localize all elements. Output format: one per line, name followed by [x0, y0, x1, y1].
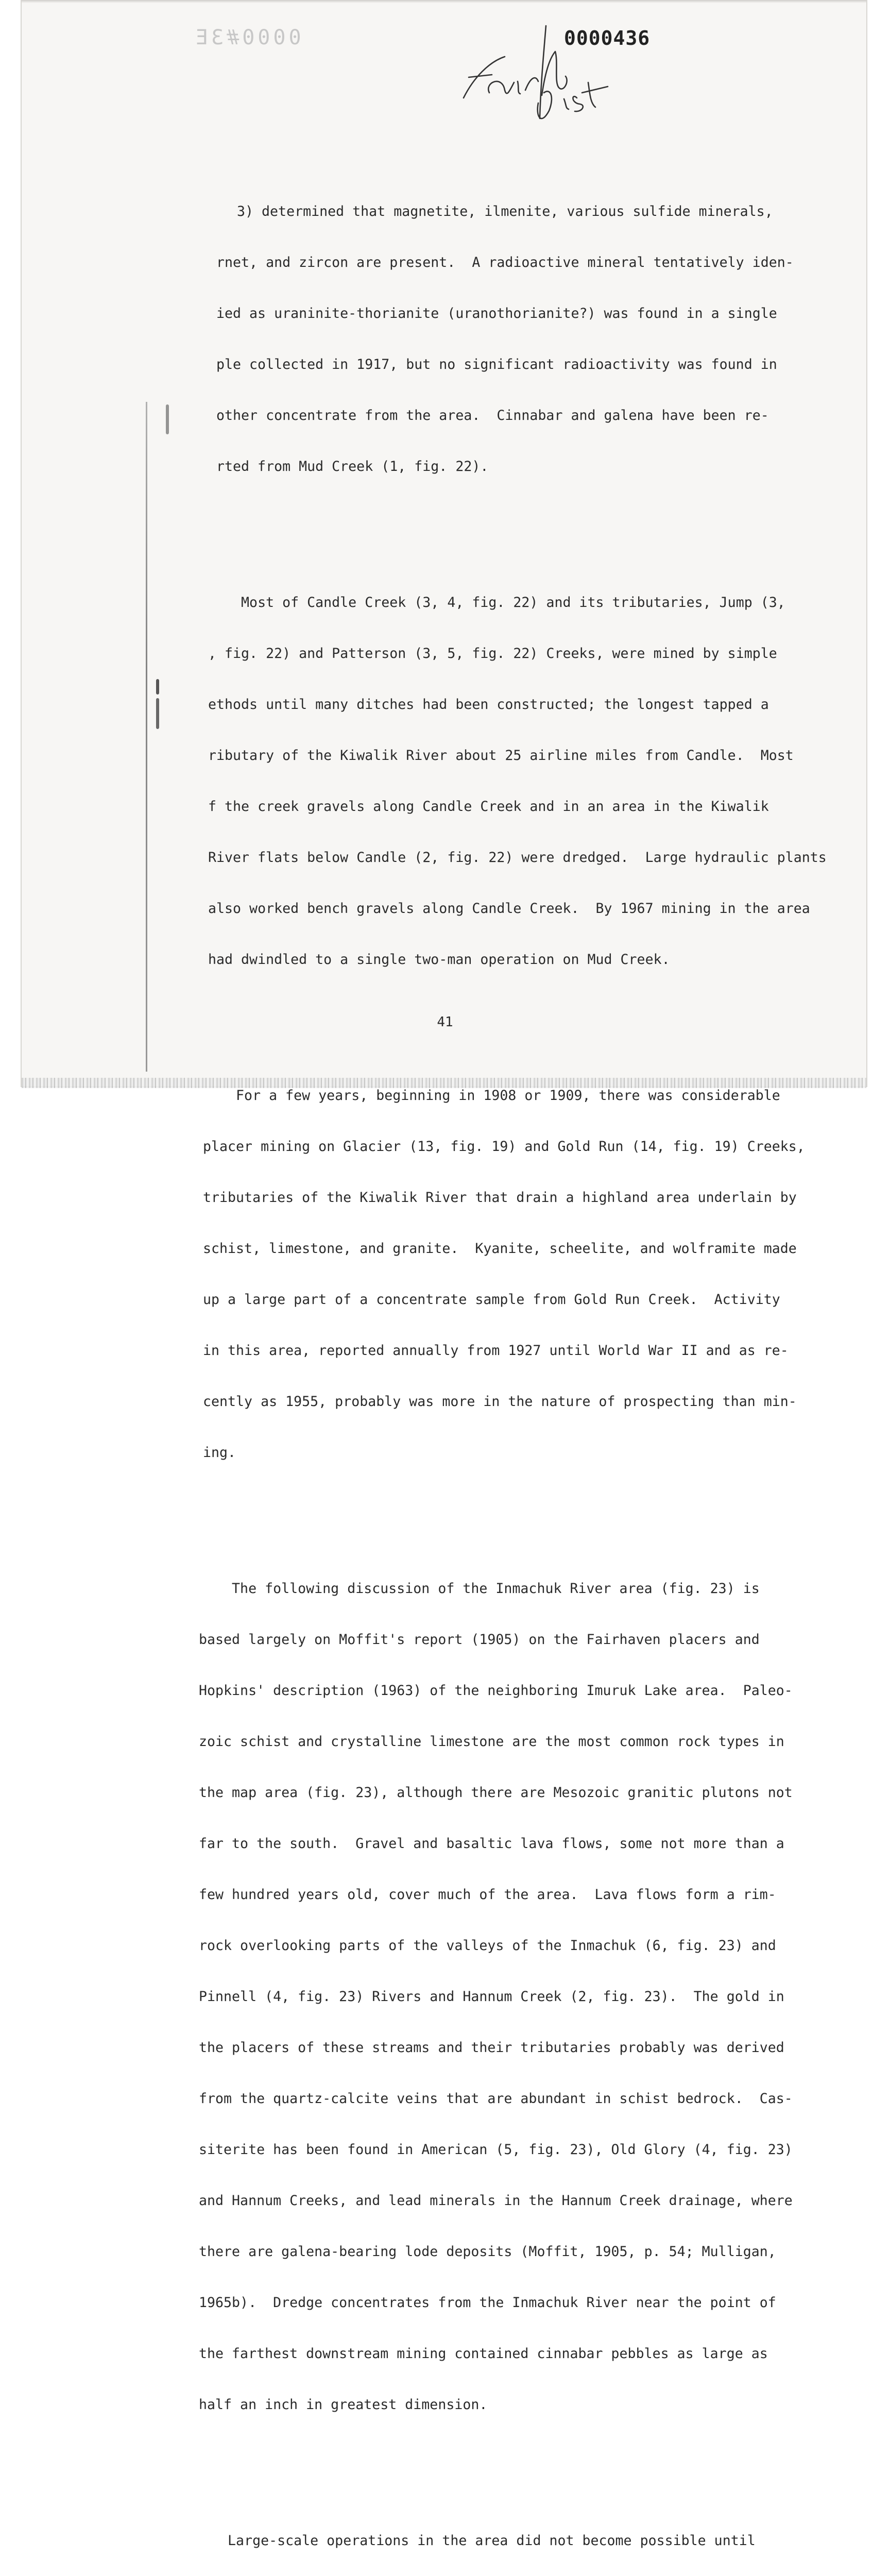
paragraph — [216, 169, 850, 509]
text-line: cently as 1955, probably was more in the nature of prospecting than min- — [203, 1394, 797, 1410]
document-number: 0000436 — [564, 27, 651, 49]
paragraph — [199, 1546, 850, 2447]
text-line: other concentrate from the area. Cinnabar and galena have been re- — [216, 408, 769, 423]
text-line: half an inch in greatest dimension. — [199, 2397, 488, 2413]
text-line: zoic schist and crystalline limestone are the most common rock types in — [199, 1734, 784, 1750]
text-line: 1965b). Dredge concentrates from the Inmachuk River near the point of — [199, 2295, 776, 2311]
text-line: ing. — [203, 1445, 236, 1461]
text-line: the map area (fig. 23), although there are Mesozoic granitic plutons not — [199, 1785, 793, 1801]
paragraph — [208, 560, 850, 1002]
text-line: siterite has been found in American (5, fig. 23), Old Glory (4, fig. 23) — [199, 2142, 793, 2158]
text-line: rted from Mud Creek (1, fig. 22). — [216, 459, 489, 474]
text-line: Large-scale operations in the area did not become possible until — [195, 2533, 756, 2549]
handwritten-annotation — [453, 21, 639, 124]
text-line: from the quartz-calcite veins that are abundant in schist bedrock. Cas- — [199, 2091, 793, 2107]
text-line: f the creek gravels along Candle Creek and in an area in the Kiwalik — [208, 799, 769, 815]
ghost-stamp: 0000#3E — [193, 26, 301, 49]
text-line: 3) determined that magnetite, ilmenite, various sulfide minerals, — [237, 204, 773, 219]
text-line: there are galena-bearing lode deposits (Moffit, 1905, p. 54; Mulligan, — [199, 2244, 776, 2260]
text-line: also worked bench gravels along Candle Creek. By 1967 mining in the area — [208, 901, 810, 917]
text-line: the placers of these streams and their tributaries probably was derived — [199, 2040, 784, 2056]
text-line: based largely on Moffit's report (1905) on the Fairhaven placers and — [199, 1632, 760, 1648]
text-line: For a few years, beginning in 1908 or 1909, there was considerable — [203, 1088, 780, 1104]
paragraph — [195, 2498, 850, 2576]
text-line: ied as uraninite-thorianite (uranothorianite?) was found in a single — [216, 306, 777, 321]
margin-mark — [166, 404, 169, 434]
document-body — [195, 135, 850, 2576]
text-line: placer mining on Glacier (13, fig. 19) and Gold Run (14, fig. 19) Creeks, — [203, 1139, 805, 1155]
text-line: schist, limestone, and granite. Kyanite, scheelite, and wolframite made — [203, 1241, 797, 1257]
margin-bar — [146, 402, 147, 1072]
text-line: Pinnell (4, fig. 23) Rivers and Hannum Creek (2, fig. 23). The gold in — [199, 1989, 784, 2005]
text-line: tributaries of the Kiwalik River that drain a highland area underlain by — [203, 1190, 797, 1206]
text-line: the farthest downstream mining contained cinnabar pebbles as large as — [199, 2346, 768, 2362]
text-line: had dwindled to a single two-man operation on Mud Creek. — [208, 952, 670, 968]
text-line: River flats below Candle (2, fig. 22) were dredged. Large hydraulic plants — [208, 850, 827, 866]
page-number: 41 — [437, 1014, 453, 1030]
text-line: ple collected in 1917, but no significant radioactivity was found in — [216, 357, 777, 372]
text-line: rnet, and zircon are present. A radioactive mineral tentatively iden- — [216, 255, 794, 270]
text-line: The following discussion of the Inmachuk River area (fig. 23) is — [199, 1581, 760, 1597]
text-line: rock overlooking parts of the valleys of the Inmachuk (6, fig. 23) and — [199, 1938, 776, 1954]
text-line: far to the south. Gravel and basaltic lava flows, some not more than a — [199, 1836, 784, 1852]
margin-mark — [156, 698, 159, 729]
text-line: few hundred years old, cover much of the area. Lava flows form a rim- — [199, 1887, 776, 1903]
scan-edge — [22, 0, 866, 3]
paragraph — [203, 1053, 850, 1495]
text-line: and Hannum Creeks, and lead minerals in the Hannum Creek drainage, where — [199, 2193, 793, 2209]
text-line: ributary of the Kiwalik River about 25 airline miles from Candle. Most — [208, 748, 794, 764]
text-line: Hopkins' description (1963) of the neighboring Imuruk Lake area. Paleo- — [199, 1683, 793, 1699]
text-line: , fig. 22) and Patterson (3, 5, fig. 22) Creeks, were mined by simple — [208, 646, 777, 662]
text-line: Most of Candle Creek (3, 4, fig. 22) and its tributaries, Jump (3, — [208, 595, 785, 611]
text-line: up a large part of a concentrate sample from Gold Run Creek. Activity — [203, 1292, 780, 1308]
text-line: in this area, reported annually from 1927 until World War II and as re- — [203, 1343, 789, 1359]
text-line: ethods until many ditches had been constructed; the longest tapped a — [208, 697, 769, 713]
margin-mark — [156, 679, 159, 694]
